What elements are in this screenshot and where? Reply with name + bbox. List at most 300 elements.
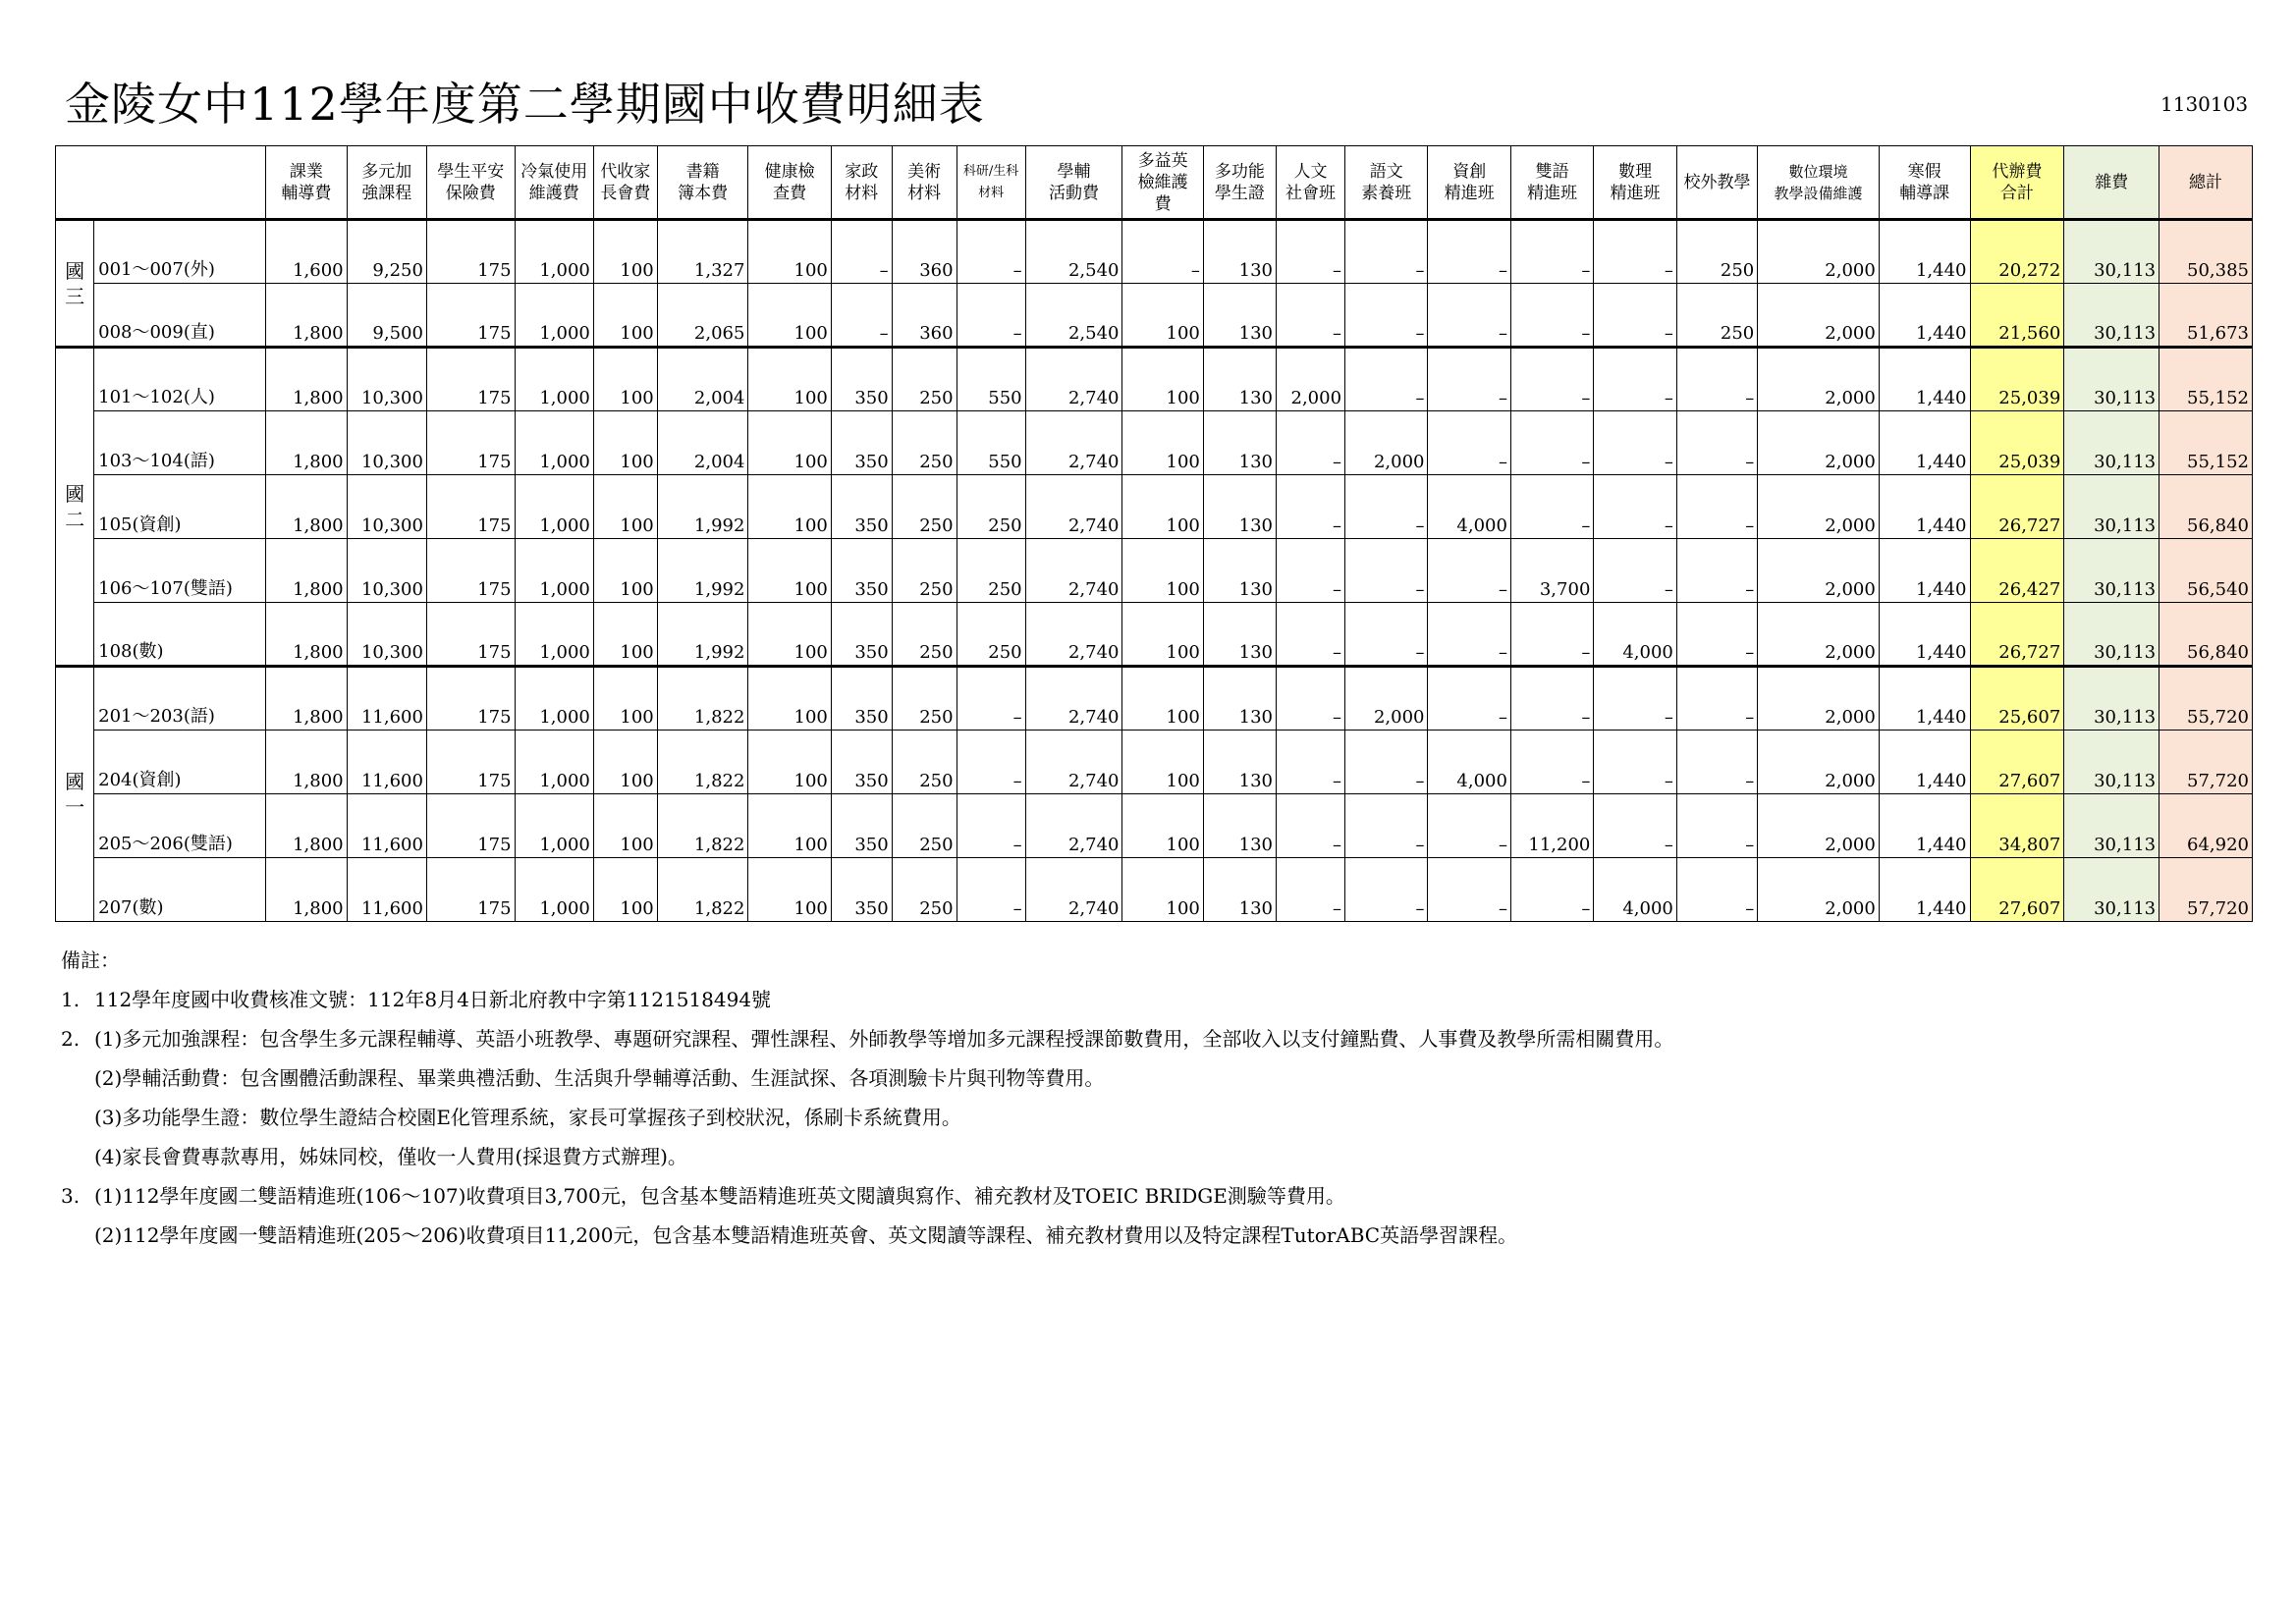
fee-cell: – [1594,731,1676,794]
fee-cell: – [1510,603,1593,667]
fee-cell: 1,822 [657,731,748,794]
fee-cell: 130 [1203,220,1276,284]
note-text: (3)多功能學生證：數位學生證結合校園E化管理系統，家長可掌握孩子到校狀況，係刷卡系統費用。 [94,1106,961,1129]
fee-cell: 2,000 [1758,411,1880,475]
grade-label: 國 三 [56,220,94,348]
header-parents-assoc: 代收家 長會費 [593,146,657,220]
fee-cell: – [1277,475,1345,539]
fee-cell: 175 [426,348,515,411]
fee-cell: 1,440 [1879,284,1970,348]
class-label: 103～104(語) [94,411,266,475]
fee-cell: 250 [892,731,957,794]
fee-cell: – [831,284,892,348]
fee-cell: 1,800 [266,475,347,539]
fee-cell: 100 [1122,731,1203,794]
fee-cell: 1,822 [657,858,748,922]
fee-cell: 1,440 [1879,348,1970,411]
fee-cell: 2,004 [657,348,748,411]
class-label: 207(數) [94,858,266,922]
fee-cell: – [831,220,892,284]
class-label: 204(資創) [94,731,266,794]
fee-cell: 2,000 [1345,411,1428,475]
fee-cell: 11,200 [1510,794,1593,858]
fee-cell: 11,600 [347,794,426,858]
fee-cell: 25,607 [1970,667,2064,731]
header-health-check: 健康檢 查費 [748,146,831,220]
note-line [61,980,1673,1019]
fee-cell: 2,740 [1025,411,1122,475]
fee-cell: – [1510,475,1593,539]
fee-cell: 100 [1122,411,1203,475]
fee-cell: 1,000 [515,603,593,667]
fee-cell: 100 [1122,794,1203,858]
fee-cell: 30,113 [2064,284,2159,348]
fee-cell: – [1428,220,1510,284]
fee-cell: 350 [831,475,892,539]
fee-cell: 100 [748,667,831,731]
fee-cell: 250 [892,411,957,475]
table-row [56,731,2253,794]
fee-cell: 1,000 [515,220,593,284]
fee-cell: – [1510,348,1593,411]
header-tutoring: 課業 輔導費 [266,146,347,220]
header-toeic: 多益英 檢維護 費 [1122,146,1203,220]
fee-cell: 55,720 [2159,667,2253,731]
fee-cell: 3,700 [1510,539,1593,603]
fee-cell: 2,740 [1025,667,1122,731]
fee-cell: 30,113 [2064,539,2159,603]
table-row [56,411,2253,475]
fee-cell: 250 [957,539,1025,603]
fee-cell: 2,740 [1025,603,1122,667]
fee-cell: 10,300 [347,411,426,475]
fee-cell: 250 [892,348,957,411]
fee-cell: 11,600 [347,858,426,922]
fee-cell: 4,000 [1428,475,1510,539]
fee-cell: 1,440 [1879,220,1970,284]
table-row [56,220,2253,284]
note-line [61,1058,1673,1098]
fee-cell: 10,300 [347,475,426,539]
grade-label: 國 二 [56,348,94,667]
fee-cell: 1,600 [266,220,347,284]
fee-cell: 1,800 [266,284,347,348]
header-activity: 學輔 活動費 [1025,146,1122,220]
fee-cell: – [1676,794,1757,858]
fee-cell: 2,000 [1758,667,1880,731]
fee-cell: 2,000 [1758,794,1880,858]
fee-cell: 100 [1122,539,1203,603]
fee-cell: 27,607 [1970,858,2064,922]
header-misc: 雜費 [2064,146,2159,220]
fee-cell: 27,607 [1970,731,2064,794]
fee-cell: 26,727 [1970,475,2064,539]
fee-cell: – [1122,220,1203,284]
fee-cell: 1,800 [266,794,347,858]
note-text: (2)學輔活動費：包含團體活動課程、畢業典禮活動、生活與升學輔導活動、生涯試探、各項測驗卡片與刊物等費用。 [94,1066,1105,1090]
fee-cell: 100 [593,284,657,348]
header-student-card: 多功能 學生證 [1203,146,1276,220]
note-number: 3. [61,1184,81,1208]
fee-cell: 350 [831,411,892,475]
fee-cell: 130 [1203,539,1276,603]
header-math-science: 數理 精進班 [1594,146,1676,220]
fee-cell: 360 [892,220,957,284]
fee-cell: 10,300 [347,348,426,411]
fee-cell: – [1277,539,1345,603]
fee-cell: 26,427 [1970,539,2064,603]
fee-cell: 1,800 [266,731,347,794]
fee-cell: – [1594,475,1676,539]
fee-cell: 2,000 [1277,348,1345,411]
fee-cell: 360 [892,284,957,348]
fee-cell: – [1277,603,1345,667]
fee-cell: 25,039 [1970,348,2064,411]
fee-cell: 30,113 [2064,348,2159,411]
fee-cell: 1,992 [657,603,748,667]
fee-cell: 1,992 [657,475,748,539]
fee-cell: 250 [957,475,1025,539]
class-label: 001～007(外) [94,220,266,284]
fee-cell: 100 [593,731,657,794]
fee-cell: 100 [1122,667,1203,731]
fee-cell: – [957,220,1025,284]
note-text: (1)112學年度國二雙語精進班(106～107)收費項目3,700元，包含基本雙語精進班英文閱讀與寫作、補充教材及TOEIC BRIDGE測驗等費用。 [94,1184,1345,1208]
fee-cell: – [1676,603,1757,667]
fee-cell: 250 [892,794,957,858]
fee-cell: 25,039 [1970,411,2064,475]
header-books: 書籍 簿本費 [657,146,748,220]
fee-cell: – [1594,348,1676,411]
fee-cell: 350 [831,667,892,731]
header-science: 科研/生科 材料 [957,146,1025,220]
fee-cell: 130 [1203,348,1276,411]
fee-cell: 30,113 [2064,220,2159,284]
fee-cell: 1,000 [515,858,593,922]
fee-cell: 1,440 [1879,539,1970,603]
fee-cell: 64,920 [2159,794,2253,858]
fee-cell: 55,152 [2159,411,2253,475]
note-line [61,1176,1673,1216]
fee-cell: 2,540 [1025,220,1122,284]
fee-cell: 100 [593,858,657,922]
fee-cell: 1,440 [1879,794,1970,858]
fee-cell: 1,000 [515,539,593,603]
fee-cell: – [1676,667,1757,731]
fee-cell: 10,300 [347,539,426,603]
header-art: 美術 材料 [892,146,957,220]
fee-cell: 2,000 [1758,731,1880,794]
table-row [56,475,2253,539]
notes-list [61,980,1673,1255]
fee-cell: – [1594,667,1676,731]
fee-cell: 2,004 [657,411,748,475]
fee-cell: 100 [1122,858,1203,922]
fee-cell: 9,250 [347,220,426,284]
fee-cell: 350 [831,603,892,667]
table-row [56,858,2253,922]
table-row [56,539,2253,603]
note-number: 1. [61,988,81,1011]
fee-cell: 1,440 [1879,603,1970,667]
fee-cell: 1,440 [1879,731,1970,794]
fee-cell: 1,327 [657,220,748,284]
fee-cell: 1,000 [515,348,593,411]
fee-cell: – [1277,220,1345,284]
header-total: 總計 [2159,146,2253,220]
fee-cell: 350 [831,794,892,858]
fee-cell: 175 [426,667,515,731]
class-label: 106～107(雙語) [94,539,266,603]
fee-cell: 2,540 [1025,284,1122,348]
header-aircon: 冷氣使用 維護費 [515,146,593,220]
fee-cell: 1,000 [515,667,593,731]
fee-cell: 130 [1203,667,1276,731]
fee-cell: 100 [748,858,831,922]
fee-cell: – [1510,731,1593,794]
fee-cell: 250 [892,475,957,539]
fee-cell: 2,740 [1025,731,1122,794]
fee-cell: 175 [426,220,515,284]
fee-cell: 100 [1122,348,1203,411]
fee-cell: – [957,858,1025,922]
fee-cell: – [1676,475,1757,539]
fee-cell: 30,113 [2064,411,2159,475]
fee-cell: 100 [748,411,831,475]
fee-cell: 250 [1676,220,1757,284]
note-text: (2)112學年度國一雙語精進班(205～206)收費項目11,200元，包含基本雙語精進班英會、英文閱讀等課程、補充教材費用以及特定課程TutorABC英語學習課程。 [94,1223,1518,1247]
fee-cell: – [1594,220,1676,284]
header-humanities: 人文 社會班 [1277,146,1345,220]
fee-cell: 1,822 [657,667,748,731]
fee-cell: – [1594,794,1676,858]
note-line [61,1216,1673,1255]
header-home-ec: 家政 材料 [831,146,892,220]
fee-cell: 11,600 [347,667,426,731]
fee-cell: 2,000 [1758,603,1880,667]
fee-cell: 2,740 [1025,348,1122,411]
fee-cell: 100 [748,284,831,348]
fee-cell: 100 [593,411,657,475]
fee-cell: 2,000 [1758,348,1880,411]
fee-cell: 4,000 [1594,858,1676,922]
fee-cell: 30,113 [2064,603,2159,667]
fee-cell: – [1510,858,1593,922]
fee-cell: – [1428,284,1510,348]
fee-cell: – [1428,539,1510,603]
fee-cell: 350 [831,539,892,603]
fee-cell: – [1345,539,1428,603]
note-text: (1)多元加強課程：包含學生多元課程輔導、英語小班教學、專題研究課程、彈性課程、外師教學等增加多元課程授課節數費用，全部收入以支付鐘點費、人事費及教學所需相關費用。 [94,1027,1674,1051]
fee-cell: – [1428,411,1510,475]
fee-cell: 1,992 [657,539,748,603]
class-label: 008～009(直) [94,284,266,348]
fee-cell: 2,000 [1758,220,1880,284]
fee-cell: – [1277,858,1345,922]
header-winter: 寒假 輔導課 [1879,146,1970,220]
page-title: 金陵女中112學年度第二學期國中收費明細表 [65,78,985,131]
fee-cell: 130 [1203,858,1276,922]
note-line [61,1098,1673,1137]
fee-cell: 175 [426,539,515,603]
fee-cell: 100 [593,667,657,731]
fee-cell: – [1594,284,1676,348]
fee-cell: 250 [1676,284,1757,348]
fee-cell: 11,600 [347,731,426,794]
fee-cell: 350 [831,348,892,411]
fee-cell: 2,740 [1025,475,1122,539]
fee-cell: 2,000 [1758,539,1880,603]
fee-cell: 1,440 [1879,858,1970,922]
class-label: 105(資創) [94,475,266,539]
fee-cell: 4,000 [1428,731,1510,794]
fee-cell: 2,000 [1758,475,1880,539]
fee-cell: 130 [1203,794,1276,858]
note-text: 112學年度國中收費核准文號：112年8月4日新北府教中字第1121518494號 [94,988,772,1011]
fee-cell: 130 [1203,411,1276,475]
fee-cell: – [1594,411,1676,475]
fee-cell: 1,800 [266,858,347,922]
fee-cell: 2,065 [657,284,748,348]
fee-cell: 2,740 [1025,858,1122,922]
grade-label: 國 一 [56,667,94,922]
fee-cell: 1,800 [266,411,347,475]
fee-cell: – [1345,858,1428,922]
note-line [61,1137,1673,1176]
fee-cell: 130 [1203,475,1276,539]
header-bilingual: 雙語 精進班 [1510,146,1593,220]
header-field-trip: 校外教學 [1676,146,1757,220]
fee-cell: 175 [426,284,515,348]
fee-cell: 100 [593,794,657,858]
fee-cell: 1,000 [515,284,593,348]
fee-cell: – [1428,858,1510,922]
fee-table-body [56,220,2253,922]
fee-cell: 30,113 [2064,475,2159,539]
fee-cell: 56,840 [2159,603,2253,667]
fee-cell: 30,113 [2064,731,2159,794]
fee-cell: – [1676,539,1757,603]
fee-cell: – [1428,794,1510,858]
fee-cell: – [1428,348,1510,411]
fee-cell: 34,807 [1970,794,2064,858]
fee-cell: 57,720 [2159,731,2253,794]
fee-cell: 1,822 [657,794,748,858]
fee-cell: – [1345,220,1428,284]
fee-cell: 175 [426,794,515,858]
fee-cell: 100 [748,220,831,284]
header-diverse-courses: 多元加 強課程 [347,146,426,220]
document-number: 1130103 [2160,92,2249,116]
fee-cell: – [1428,667,1510,731]
fee-cell: 100 [748,475,831,539]
table-row [56,284,2253,348]
fee-cell: 100 [748,348,831,411]
fee-cell: – [1345,794,1428,858]
fee-cell: 9,500 [347,284,426,348]
fee-cell: 550 [957,348,1025,411]
fee-cell: 30,113 [2064,667,2159,731]
class-label: 205～206(雙語) [94,794,266,858]
class-label: 108(數) [94,603,266,667]
table-row [56,794,2253,858]
fee-cell: 100 [593,220,657,284]
fee-cell: 175 [426,603,515,667]
fee-cell: 1,000 [515,475,593,539]
fee-cell: 100 [593,603,657,667]
note-number: 2. [61,1027,81,1051]
class-label: 101～102(人) [94,348,266,411]
fee-cell: 100 [748,603,831,667]
fee-cell: 1,800 [266,667,347,731]
fee-cell: 1,800 [266,539,347,603]
fee-cell: 56,540 [2159,539,2253,603]
fee-cell: 2,740 [1025,794,1122,858]
header-info-creative: 資創 精進班 [1428,146,1510,220]
fee-cell: 175 [426,411,515,475]
fee-cell: 175 [426,731,515,794]
header-corner [56,146,266,220]
fee-cell: 250 [892,858,957,922]
fee-cell: – [957,731,1025,794]
header-subtotal: 代辦費 合計 [1970,146,2064,220]
class-label: 201～203(語) [94,667,266,731]
fee-cell: – [1676,411,1757,475]
fee-cell: 100 [593,539,657,603]
fee-cell: 1,000 [515,411,593,475]
fee-cell: 100 [1122,603,1203,667]
fee-cell: 250 [892,603,957,667]
fee-cell: – [1345,284,1428,348]
fee-cell: 4,000 [1594,603,1676,667]
fee-cell: 26,727 [1970,603,2064,667]
fee-cell: – [1345,348,1428,411]
fee-cell: 100 [593,348,657,411]
header-insurance: 學生平安 保險費 [426,146,515,220]
fee-cell: 50,385 [2159,220,2253,284]
fee-cell: – [1676,348,1757,411]
fee-cell: – [1345,731,1428,794]
fee-cell: – [1277,731,1345,794]
fee-cell: 350 [831,858,892,922]
fee-cell: 100 [593,475,657,539]
fee-cell: 100 [748,731,831,794]
fee-cell: 1,440 [1879,411,1970,475]
fee-cell: 10,300 [347,603,426,667]
fee-cell: 2,000 [1345,667,1428,731]
fee-cell: – [1277,667,1345,731]
fee-cell: 175 [426,475,515,539]
fee-cell: 1,800 [266,603,347,667]
fee-cell: 250 [957,603,1025,667]
fee-cell: – [1510,667,1593,731]
header-digital: 數位環境 教學設備維護 [1758,146,1880,220]
fee-cell: – [1277,794,1345,858]
fee-cell: – [1277,411,1345,475]
fee-cell: – [957,794,1025,858]
fee-cell: 51,673 [2159,284,2253,348]
fee-cell: 57,720 [2159,858,2253,922]
fee-cell: 130 [1203,603,1276,667]
table-row [56,667,2253,731]
fee-cell: 100 [748,794,831,858]
fee-cell: – [957,667,1025,731]
fee-cell: 1,440 [1879,667,1970,731]
fee-cell: 350 [831,731,892,794]
fee-cell: 130 [1203,731,1276,794]
fee-cell: 2,740 [1025,539,1122,603]
fee-cell: 2,000 [1758,284,1880,348]
